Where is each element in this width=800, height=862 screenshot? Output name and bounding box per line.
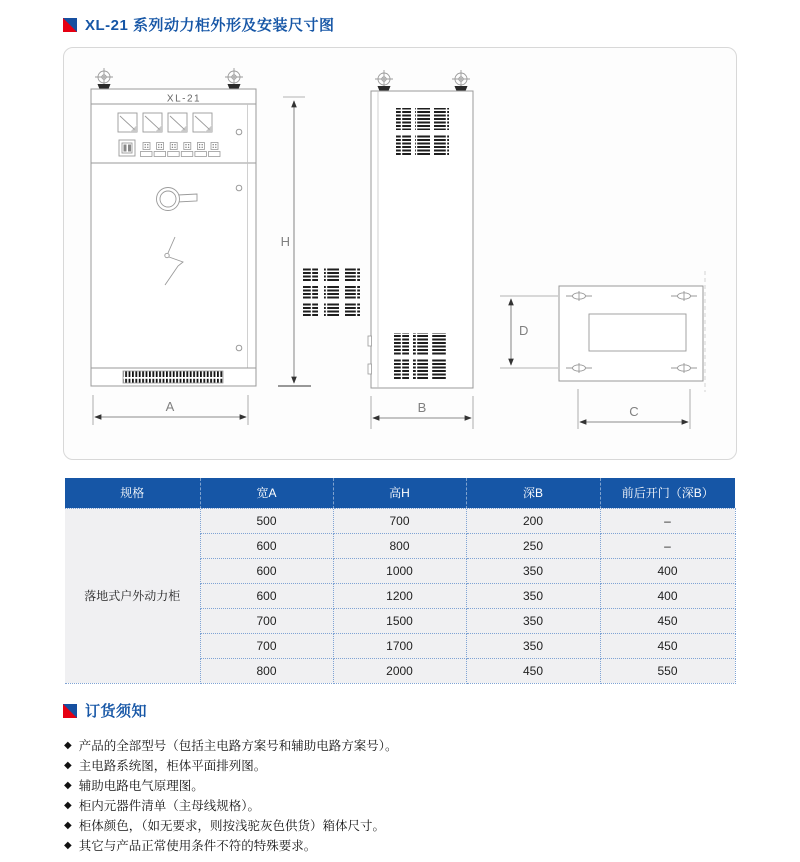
diamond-bullet-icon: ◆ xyxy=(64,820,72,831)
cell-depth-b: 450 xyxy=(466,658,600,683)
cell-width-a: 700 xyxy=(200,608,333,633)
dim-label-D: D xyxy=(519,323,529,338)
lifting-eye-icon xyxy=(95,68,113,89)
list-item xyxy=(64,796,397,816)
dim-label-B: B xyxy=(417,400,427,415)
red-blue-corner-icon xyxy=(63,18,77,32)
dimension-diagram xyxy=(64,48,736,459)
front-view xyxy=(91,68,256,386)
side-view xyxy=(368,70,473,388)
col-header-width-a: 宽A xyxy=(200,478,333,508)
cell-width-a: 800 xyxy=(200,658,333,683)
hinge-icon xyxy=(368,364,372,374)
col-header-height-h: 高H xyxy=(333,478,466,508)
cell-door-depth: 550 xyxy=(600,658,735,683)
dim-label-A: A xyxy=(165,399,175,414)
lifting-eye-icon xyxy=(225,68,243,89)
lifting-eye-icon xyxy=(452,70,470,91)
cell-width-a: 700 xyxy=(200,633,333,658)
col-header-front-rear-door: 前后开门（深B） xyxy=(600,478,735,508)
cell-depth-b: 350 xyxy=(466,558,600,583)
category-cell: 落地式户外动力柜 xyxy=(65,508,200,683)
ordering-list xyxy=(64,736,397,856)
list-item xyxy=(64,736,397,756)
cell-depth-b: 250 xyxy=(466,533,600,558)
ordering-item-text: 主电路系统图，柜体平面排列图。 xyxy=(78,759,267,773)
cell-width-a: 500 xyxy=(200,508,333,533)
list-item xyxy=(64,836,397,856)
page-title-text: XL-21 系列动力柜外形及安装尺寸图 xyxy=(85,17,335,34)
dim-label-H: H xyxy=(280,234,290,249)
page-title xyxy=(63,14,335,35)
cell-depth-b: 350 xyxy=(466,608,600,633)
diamond-bullet-icon: ◆ xyxy=(64,800,72,811)
ordering-item-text: 柜体颜色，（如无要求，则按浅驼灰色供货）箱体尺寸。 xyxy=(78,819,385,833)
cell-height-h: 2000 xyxy=(333,658,466,683)
cell-height-h: 800 xyxy=(333,533,466,558)
ordering-item-text: 辅助电路电气原理图。 xyxy=(78,779,204,793)
ordering-item-text: 柜内元器件清单（主母线规格）。 xyxy=(78,799,260,813)
cell-height-h: 1500 xyxy=(333,608,466,633)
col-header-depth-b: 深B xyxy=(466,478,600,508)
ordering-item-text: 产品的全部型号（包括主电路方案号和辅助电路方案号）。 xyxy=(78,739,398,753)
vent-grille-icon xyxy=(123,371,223,383)
dimension-diagram-panel xyxy=(63,47,737,460)
ordering-item-text: 其它与产品正常使用条件不符的特殊要求。 xyxy=(78,839,317,853)
lifting-eye-icon xyxy=(375,70,393,91)
cell-door-depth: 450 xyxy=(600,608,735,633)
diamond-bullet-icon: ◆ xyxy=(64,760,72,771)
ordering-section-title xyxy=(63,700,147,721)
cabinet-model-label: XL-21 xyxy=(166,93,202,105)
cell-width-a: 600 xyxy=(200,533,333,558)
cell-height-h: 1700 xyxy=(333,633,466,658)
cell-depth-b: 200 xyxy=(466,508,600,533)
cell-height-h: 700 xyxy=(333,508,466,533)
diamond-bullet-icon: ◆ xyxy=(64,740,72,751)
list-item xyxy=(64,756,397,776)
cell-height-h: 1200 xyxy=(333,583,466,608)
hinge-icon xyxy=(368,336,372,346)
list-item xyxy=(64,776,397,796)
diamond-bullet-icon: ◆ xyxy=(64,780,72,791)
spec-table xyxy=(65,478,736,684)
spec-table-header-row xyxy=(65,478,735,508)
cell-width-a: 600 xyxy=(200,583,333,608)
cell-height-h: 1000 xyxy=(333,558,466,583)
base-plan-view xyxy=(559,271,705,392)
diamond-bullet-icon: ◆ xyxy=(64,840,72,851)
dim-label-C: C xyxy=(629,404,639,419)
cell-depth-b: 350 xyxy=(466,633,600,658)
cell-width-a: 600 xyxy=(200,558,333,583)
ordering-title-text: 订货须知 xyxy=(85,703,148,720)
cell-door-depth: 400 xyxy=(600,558,735,583)
col-header-spec: 规格 xyxy=(65,478,200,508)
cell-door-depth: 400 xyxy=(600,583,735,608)
cell-door-depth: – xyxy=(600,508,735,533)
list-item xyxy=(64,816,397,836)
table-row xyxy=(65,508,735,533)
cell-depth-b: 350 xyxy=(466,583,600,608)
cell-door-depth: – xyxy=(600,533,735,558)
red-blue-corner-icon xyxy=(63,704,77,718)
louver-detail xyxy=(303,267,360,317)
cell-door-depth: 450 xyxy=(600,633,735,658)
spec-table-body xyxy=(65,508,735,683)
